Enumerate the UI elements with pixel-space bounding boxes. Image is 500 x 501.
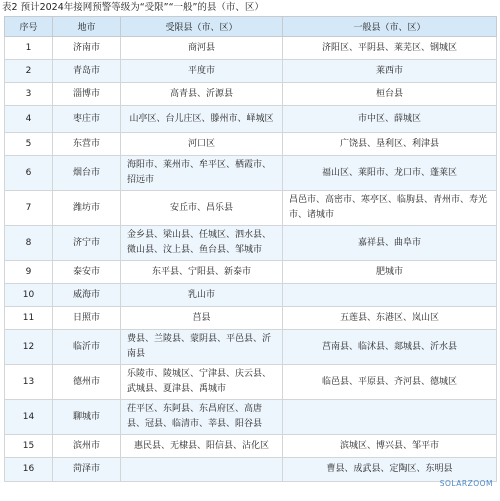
city-name: 枣庄市 (53, 106, 121, 133)
restricted-counties: 茌平区、东阿县、东昌府区、高唐县、冠县、临清市、莘县、阳谷县 (121, 400, 283, 435)
city-name: 淄博市 (53, 83, 121, 106)
table-caption: 表2 预计2024年接网预警等级为“受限”“一般”的县（市、区） (2, 2, 264, 13)
table-header-row (5, 17, 497, 37)
general-counties: 济阳区、平阴县、莱芜区、钢城区 (283, 37, 497, 60)
header-general: 一般县（市、区） (283, 17, 497, 37)
restricted-counties: 商河县 (121, 37, 283, 60)
row-number: 6 (5, 156, 53, 191)
table-row (5, 133, 497, 156)
general-counties: 莱西市 (283, 60, 497, 83)
city-name: 菏泽市 (53, 458, 121, 482)
general-counties: 肥城市 (283, 261, 497, 284)
general-counties: 五莲县、东港区、岚山区 (283, 307, 497, 330)
header-restricted: 受限县（市、区） (121, 17, 283, 37)
row-number: 4 (5, 106, 53, 133)
general-counties: 福山区、莱阳市、龙口市、蓬莱区 (283, 156, 497, 191)
restricted-counties: 河口区 (121, 133, 283, 156)
restricted-counties: 山亭区、台儿庄区、滕州市、峄城区 (121, 106, 283, 133)
general-counties: 广饶县、垦利区、利津县 (283, 133, 497, 156)
row-number: 2 (5, 60, 53, 83)
row-number: 16 (5, 458, 53, 482)
table-row (5, 37, 497, 60)
row-number: 13 (5, 365, 53, 400)
general-counties: 滨城区、博兴县、邹平市 (283, 435, 497, 458)
table-row (5, 83, 497, 106)
city-name: 日照市 (53, 307, 121, 330)
row-number: 14 (5, 400, 53, 435)
city-name: 青岛市 (53, 60, 121, 83)
row-number: 9 (5, 261, 53, 284)
city-name: 临沂市 (53, 330, 121, 365)
restricted-counties: 海阳市、莱州市、牟平区、栖霞市、招远市 (121, 156, 283, 191)
row-number: 3 (5, 83, 53, 106)
general-counties (283, 284, 497, 307)
table-row (5, 307, 497, 330)
warning-level-table (4, 16, 497, 482)
general-counties: 嘉祥县、曲阜市 (283, 226, 497, 261)
header-city: 地市 (53, 17, 121, 37)
restricted-counties: 东平县、宁阳县、新泰市 (121, 261, 283, 284)
restricted-counties: 乳山市 (121, 284, 283, 307)
table-row (5, 330, 497, 365)
table-row (5, 458, 497, 482)
table-row (5, 261, 497, 284)
general-counties: 昌邑市、高密市、寒亭区、临朐县、青州市、寿光市、诸城市 (283, 191, 497, 226)
table-row (5, 226, 497, 261)
general-counties: 市中区、薛城区 (283, 106, 497, 133)
table-row (5, 400, 497, 435)
restricted-counties: 费县、兰陵县、蒙阴县、平邑县、沂南县 (121, 330, 283, 365)
city-name: 泰安市 (53, 261, 121, 284)
row-number: 12 (5, 330, 53, 365)
table-row (5, 284, 497, 307)
general-counties (283, 400, 497, 435)
city-name: 滨州市 (53, 435, 121, 458)
restricted-counties (121, 458, 283, 482)
restricted-counties: 安丘市、昌乐县 (121, 191, 283, 226)
restricted-counties: 金乡县、梁山县、任城区、泗水县、微山县、汶上县、鱼台县、邹城市 (121, 226, 283, 261)
row-number: 5 (5, 133, 53, 156)
row-number: 11 (5, 307, 53, 330)
city-name: 威海市 (53, 284, 121, 307)
watermark: SOLARZOOM (439, 479, 493, 488)
city-name: 德州市 (53, 365, 121, 400)
table-row (5, 106, 497, 133)
row-number: 15 (5, 435, 53, 458)
city-name: 东营市 (53, 133, 121, 156)
restricted-counties: 惠民县、无棣县、阳信县、沾化区 (121, 435, 283, 458)
general-counties: 莒南县、临沭县、郯城县、沂水县 (283, 330, 497, 365)
table-row (5, 365, 497, 400)
city-name: 烟台市 (53, 156, 121, 191)
table-row (5, 156, 497, 191)
city-name: 济南市 (53, 37, 121, 60)
table-row (5, 435, 497, 458)
restricted-counties: 高青县、沂源县 (121, 83, 283, 106)
city-name: 潍坊市 (53, 191, 121, 226)
restricted-counties: 乐陵市、陵城区、宁津县、庆云县、武城县、夏津县、禹城市 (121, 365, 283, 400)
general-counties: 桓台县 (283, 83, 497, 106)
header-no: 序号 (5, 17, 53, 37)
general-counties: 临邑县、平原县、齐河县、德城区 (283, 365, 497, 400)
row-number: 1 (5, 37, 53, 60)
restricted-counties: 平度市 (121, 60, 283, 83)
row-number: 10 (5, 284, 53, 307)
table-row (5, 60, 497, 83)
row-number: 7 (5, 191, 53, 226)
city-name: 聊城市 (53, 400, 121, 435)
general-counties: 曹县、成武县、定陶区、东明县 (283, 458, 497, 482)
table-row (5, 191, 497, 226)
restricted-counties: 莒县 (121, 307, 283, 330)
row-number: 8 (5, 226, 53, 261)
city-name: 济宁市 (53, 226, 121, 261)
